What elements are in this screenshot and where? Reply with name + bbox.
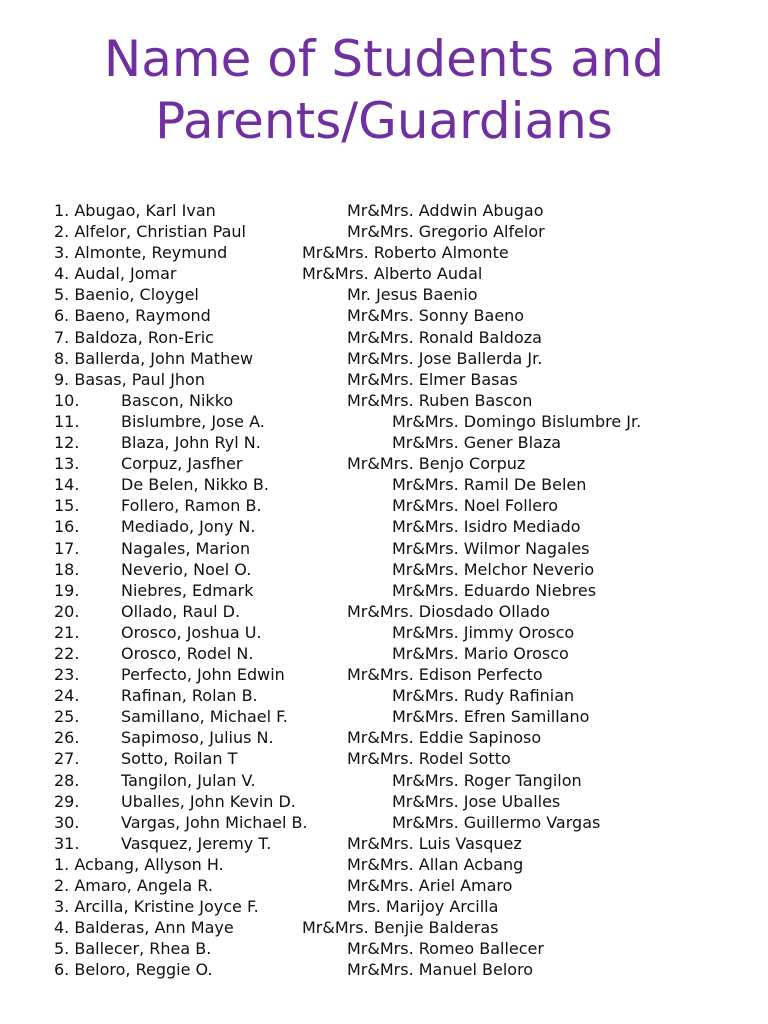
list-item-number: 31. xyxy=(54,833,80,853)
parent-guardian-name: Mr&Mrs. Jose Uballes xyxy=(392,791,561,811)
list-item-number: 23. xyxy=(54,665,80,685)
parent-guardian-name: Mr&Mrs. Noel Follero xyxy=(392,496,559,516)
student-entry xyxy=(54,327,214,348)
list-item xyxy=(54,453,754,474)
student-name: Baenio, Cloygel xyxy=(74,285,199,305)
list-item xyxy=(54,474,754,495)
list-item xyxy=(54,221,754,242)
list-item xyxy=(54,917,754,938)
list-item-number: 26. xyxy=(54,728,80,748)
student-name: Follero, Ramon B. xyxy=(121,496,262,516)
list-item-number: 19. xyxy=(54,580,80,600)
student-entry xyxy=(54,896,259,917)
list-item xyxy=(54,369,754,390)
student-name: Sapimoso, Julius N. xyxy=(121,728,274,748)
parent-guardian-name: Mr&Mrs. Wilmor Nagales xyxy=(392,538,590,558)
list-item xyxy=(54,242,754,263)
student-name: Corpuz, Jasfher xyxy=(121,454,243,474)
student-name: Uballes, John Kevin D. xyxy=(121,791,296,811)
list-item-number: 9. xyxy=(54,369,70,389)
parent-guardian-name: Mr&Mrs. Jimmy Orosco xyxy=(392,622,575,642)
parent-guardian-name: Mr&Mrs. Diosdado Ollado xyxy=(347,601,550,621)
student-name: Nagales, Marion xyxy=(121,538,251,558)
parent-guardian-name: Mr&Mrs. Manuel Beloro xyxy=(347,960,534,980)
list-item xyxy=(54,200,754,221)
list-item xyxy=(54,601,754,622)
list-item-number: 8. xyxy=(54,348,70,368)
list-item-number: 27. xyxy=(54,749,80,769)
parent-guardian-name: Mr&Mrs. Roger Tangilon xyxy=(392,770,582,790)
student-name: Mediado, Jony N. xyxy=(121,517,256,537)
list-item-number: 11. xyxy=(54,411,80,431)
list-item xyxy=(54,643,754,664)
list-item-number: 5. xyxy=(54,939,70,959)
list-item-number: 4. xyxy=(54,918,70,938)
student-name: De Belen, Nikko B. xyxy=(121,475,269,495)
page-title: Name of Students and Parents/Guardians xyxy=(103,30,665,150)
parent-guardian-name: Mr&Mrs. Roberto Almonte xyxy=(302,243,509,263)
parent-guardian-name: Mr. Jesus Baenio xyxy=(347,285,478,305)
list-item xyxy=(54,348,754,369)
list-item-number: 5. xyxy=(54,285,70,305)
list-item xyxy=(54,854,754,875)
student-name: Basas, Paul Jhon xyxy=(74,369,205,389)
student-entry xyxy=(54,284,199,305)
list-item xyxy=(54,284,754,305)
list-item xyxy=(54,327,754,348)
list-item-number: 30. xyxy=(54,812,80,832)
list-item xyxy=(54,706,754,727)
student-name: Ballerda, John Mathew xyxy=(74,348,254,368)
list-item-number: 1. xyxy=(54,201,70,220)
student-name: Acbang, Allyson H. xyxy=(74,854,224,874)
parent-guardian-name: Mr&Mrs. Allan Acbang xyxy=(347,854,524,874)
list-item-number: 28. xyxy=(54,770,80,790)
parent-guardian-name: Mr&Mrs. Gregorio Alfelor xyxy=(347,222,545,242)
student-name: Bislumbre, Jose A. xyxy=(121,411,265,431)
list-item xyxy=(54,896,754,917)
student-entry xyxy=(54,305,211,326)
list-item-number: 17. xyxy=(54,538,80,558)
student-entry xyxy=(54,263,177,284)
parent-guardian-name: Mr&Mrs. Mario Orosco xyxy=(392,643,569,663)
list-item xyxy=(54,622,754,643)
parent-guardian-name: Mr&Mrs. Efren Samillano xyxy=(392,707,590,727)
student-name: Arcilla, Kristine Joyce F. xyxy=(74,897,259,917)
list-item-number: 29. xyxy=(54,791,80,811)
student-name: Bascon, Nikko xyxy=(121,390,234,410)
list-item xyxy=(54,812,754,833)
student-name: Vasquez, Jeremy T. xyxy=(121,833,272,853)
list-item-number: 21. xyxy=(54,622,80,642)
student-entry xyxy=(54,917,234,938)
student-name: Beloro, Reggie O. xyxy=(74,960,213,980)
list-item-number: 3. xyxy=(54,243,70,263)
list-item xyxy=(54,959,754,980)
student-name: Samillano, Michael F. xyxy=(121,707,288,727)
parent-guardian-name: Mr&Mrs. Rudy Rafinian xyxy=(392,686,575,706)
list-item xyxy=(54,748,754,769)
list-item-number: 6. xyxy=(54,306,70,326)
list-item xyxy=(54,791,754,812)
parent-guardian-name: Mr&Mrs. Alberto Audal xyxy=(302,264,483,284)
list-item-number: 3. xyxy=(54,897,70,917)
list-item-number: 10. xyxy=(54,390,80,410)
list-item xyxy=(54,664,754,685)
student-entry xyxy=(54,938,211,959)
list-item xyxy=(54,432,754,453)
list-item xyxy=(54,938,754,959)
parent-guardian-name: Mr&Mrs. Rodel Sotto xyxy=(347,749,511,769)
parent-guardian-name: Mr&Mrs. Jose Ballerda Jr. xyxy=(347,348,543,368)
student-name: Almonte, Reymund xyxy=(74,243,228,263)
list-item xyxy=(54,559,754,580)
list-item-number: 1. xyxy=(54,854,70,874)
parent-guardian-name: Mr&Mrs. Domingo Bislumbre Jr. xyxy=(392,411,642,431)
list-item xyxy=(54,516,754,537)
student-parent-list xyxy=(54,200,754,980)
student-entry xyxy=(54,200,216,221)
list-item xyxy=(54,538,754,559)
student-name: Alfelor, Christian Paul xyxy=(74,222,246,242)
list-item-number: 7. xyxy=(54,327,70,347)
student-name: Abugao, Karl Ivan xyxy=(74,201,216,220)
parent-guardian-name: Mr&Mrs. Ronald Baldoza xyxy=(347,327,542,347)
list-item xyxy=(54,727,754,748)
list-item-number: 2. xyxy=(54,876,70,895)
student-name: Vargas, John Michael B. xyxy=(121,812,308,832)
student-name: Neverio, Noel O. xyxy=(121,559,252,579)
list-item xyxy=(54,580,754,601)
student-name: Tangilon, Julan V. xyxy=(121,770,256,790)
list-item-number: 4. xyxy=(54,264,70,284)
parent-guardian-name: Mrs. Marijoy Arcilla xyxy=(347,897,499,917)
list-item xyxy=(54,685,754,706)
student-entry xyxy=(54,875,213,896)
list-item xyxy=(54,770,754,791)
list-item-number: 12. xyxy=(54,433,80,453)
student-entry xyxy=(54,854,224,875)
student-entry xyxy=(54,369,205,390)
student-name: Blaza, John Ryl N. xyxy=(121,433,261,453)
student-name: Sotto, Roilan T xyxy=(121,749,238,769)
student-entry xyxy=(54,959,213,980)
list-item-number: 14. xyxy=(54,475,80,495)
list-item-number: 25. xyxy=(54,707,80,727)
student-name: Baldoza, Ron-Eric xyxy=(74,327,214,347)
parent-guardian-name: Mr&Mrs. Ariel Amaro xyxy=(347,876,513,895)
list-item-number: 22. xyxy=(54,643,80,663)
parent-guardian-name: Mr&Mrs. Eddie Sapinoso xyxy=(347,728,542,748)
list-item-number: 20. xyxy=(54,601,80,621)
list-item-number: 2. xyxy=(54,222,70,242)
student-entry xyxy=(54,348,253,369)
list-item xyxy=(54,495,754,516)
student-name: Niebres, Edmark xyxy=(121,580,254,600)
parent-guardian-name: Mr&Mrs. Addwin Abugao xyxy=(347,201,544,220)
parent-guardian-name: Mr&Mrs. Edison Perfecto xyxy=(347,665,543,685)
student-name: Amaro, Angela R. xyxy=(74,876,213,895)
parent-guardian-name: Mr&Mrs. Ruben Bascon xyxy=(347,390,533,410)
list-item-number: 13. xyxy=(54,454,80,474)
parent-guardian-name: Mr&Mrs. Benjo Corpuz xyxy=(347,454,526,474)
list-item-number: 24. xyxy=(54,686,80,706)
list-item xyxy=(54,263,754,284)
list-item-number: 6. xyxy=(54,960,70,980)
parent-guardian-name: Mr&Mrs. Benjie Balderas xyxy=(302,918,499,938)
list-item xyxy=(54,305,754,326)
parent-guardian-name: Mr&Mrs. Elmer Basas xyxy=(347,369,518,389)
parent-guardian-name: Mr&Mrs. Romeo Ballecer xyxy=(347,939,544,959)
student-name: Ballecer, Rhea B. xyxy=(74,939,212,959)
parent-guardian-name: Mr&Mrs. Gener Blaza xyxy=(392,433,562,453)
list-item-number: 16. xyxy=(54,517,80,537)
list-item xyxy=(54,411,754,432)
parent-guardian-name: Mr&Mrs. Eduardo Niebres xyxy=(392,580,597,600)
list-item xyxy=(54,390,754,411)
parent-guardian-name: Mr&Mrs. Ramil De Belen xyxy=(392,475,587,495)
student-name: Perfecto, John Edwin xyxy=(121,665,285,685)
student-name: Ollado, Raul D. xyxy=(121,601,241,621)
student-name: Rafinan, Rolan B. xyxy=(121,686,258,706)
student-name: Orosco, Joshua U. xyxy=(121,622,262,642)
student-entry xyxy=(54,242,227,263)
parent-guardian-name: Mr&Mrs. Guillermo Vargas xyxy=(392,812,601,832)
parent-guardian-name: Mr&Mrs. Luis Vasquez xyxy=(347,833,522,853)
student-name: Audal, Jomar xyxy=(74,264,177,284)
student-name: Balderas, Ann Maye xyxy=(74,918,234,938)
student-name: Orosco, Rodel N. xyxy=(121,643,254,663)
parent-guardian-name: Mr&Mrs. Isidro Mediado xyxy=(392,517,581,537)
student-entry xyxy=(54,221,246,242)
list-item xyxy=(54,833,754,854)
parent-guardian-name: Mr&Mrs. Sonny Baeno xyxy=(347,306,525,326)
list-item xyxy=(54,875,754,896)
student-name: Baeno, Raymond xyxy=(74,306,211,326)
list-item-number: 15. xyxy=(54,496,80,516)
list-item-number: 18. xyxy=(54,559,80,579)
parent-guardian-name: Mr&Mrs. Melchor Neverio xyxy=(392,559,595,579)
